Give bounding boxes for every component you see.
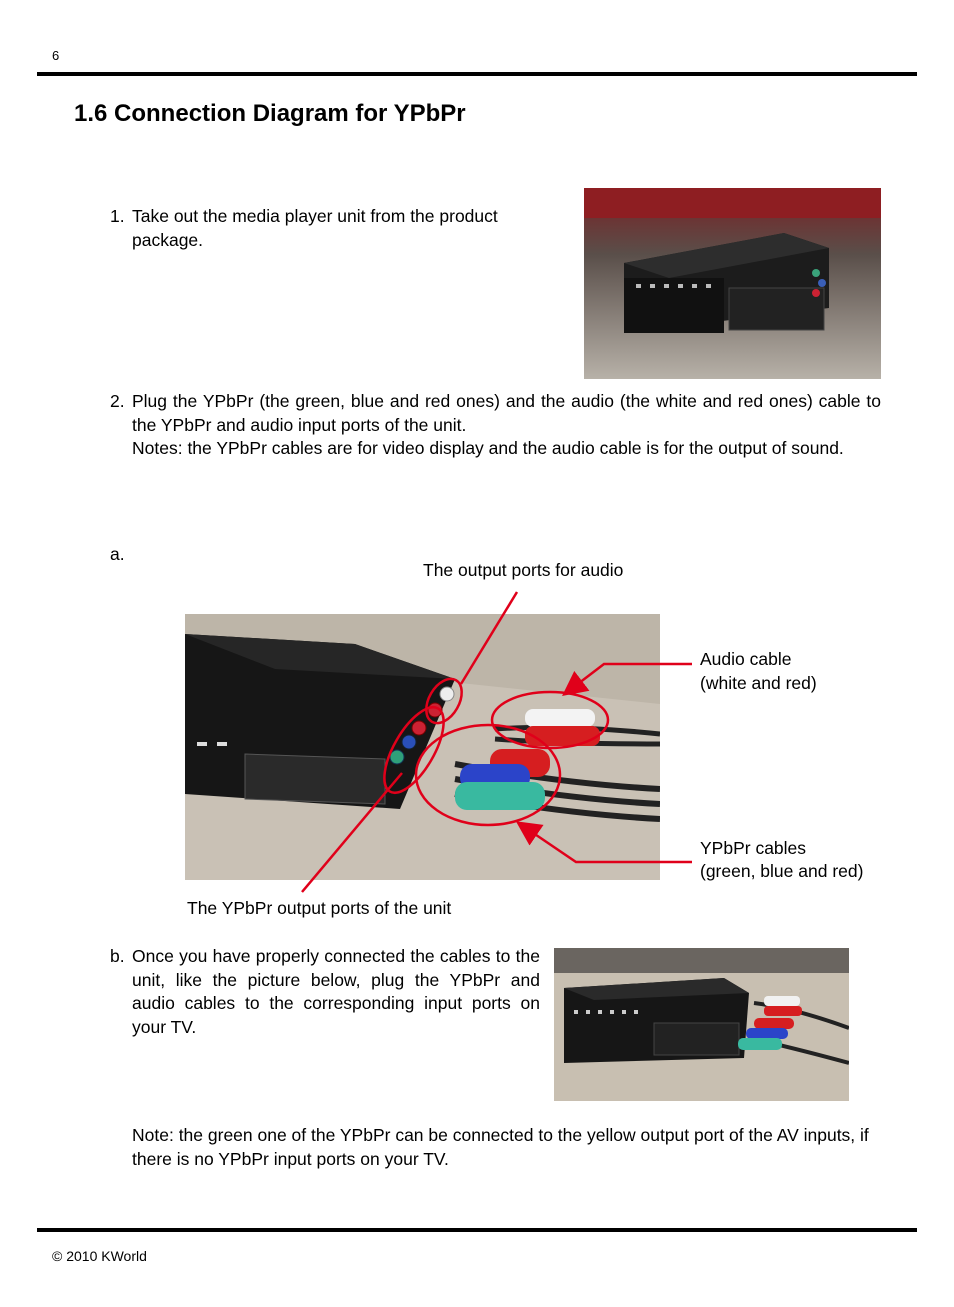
page-number: 6	[52, 48, 60, 63]
label-ypbpr-output-ports: The YPbPr output ports of the unit	[187, 898, 452, 918]
step2-text: Plug the YPbPr (the green, blue and red ones) and the audio (the white and red ones) cable to the YPbPr and audio input ports of the unit.	[132, 391, 881, 435]
ypbpr-ports-ellipse	[373, 698, 456, 801]
final-note: Note: the green one of the YPbPr can be connected to the yellow output port of the AV inputs, if there is no YPbPr input ports on your TV.	[132, 1125, 869, 1169]
footer-rule	[37, 1228, 917, 1232]
ypbpr-ports-pointer	[302, 773, 402, 892]
label-audio-output-ports: The output ports for audio	[423, 560, 624, 580]
audio-cable-ellipse	[492, 692, 608, 748]
step1-number: 1.	[110, 206, 125, 226]
label-audio-cable-line2: (white and red)	[700, 673, 817, 693]
label-audio-cable-line1: Audio cable	[700, 649, 792, 669]
label-ypbpr-cables-line1: YPbPr cables	[700, 838, 807, 858]
sub-a-marker: a.	[110, 544, 125, 564]
ypbpr-cable-arrow	[520, 824, 692, 862]
audio-ports-pointer	[461, 592, 517, 684]
step1-text: Take out the media player unit from the product package.	[132, 206, 498, 250]
step2-number: 2.	[110, 391, 125, 411]
footer-copyright: © 2010 KWorld	[52, 1248, 147, 1264]
sub-b-marker: b.	[110, 946, 125, 966]
sub-b-text: Once you have properly connected the cables to the unit, like the picture below, plug the YPbPr and audio cables to the corresponding input ports on your TV.	[132, 946, 540, 1037]
section-title: 1.6 Connection Diagram for YPbPr	[74, 100, 466, 127]
photo-connected-unit	[554, 948, 849, 1101]
audio-cable-arrow	[566, 664, 692, 693]
step2-note: Notes: the YPbPr cables are for video display and the audio cable is for the output of sound.	[132, 438, 844, 458]
ypbpr-cable-ellipse	[416, 725, 560, 825]
label-ypbpr-cables-line2: (green, blue and red)	[700, 861, 864, 881]
